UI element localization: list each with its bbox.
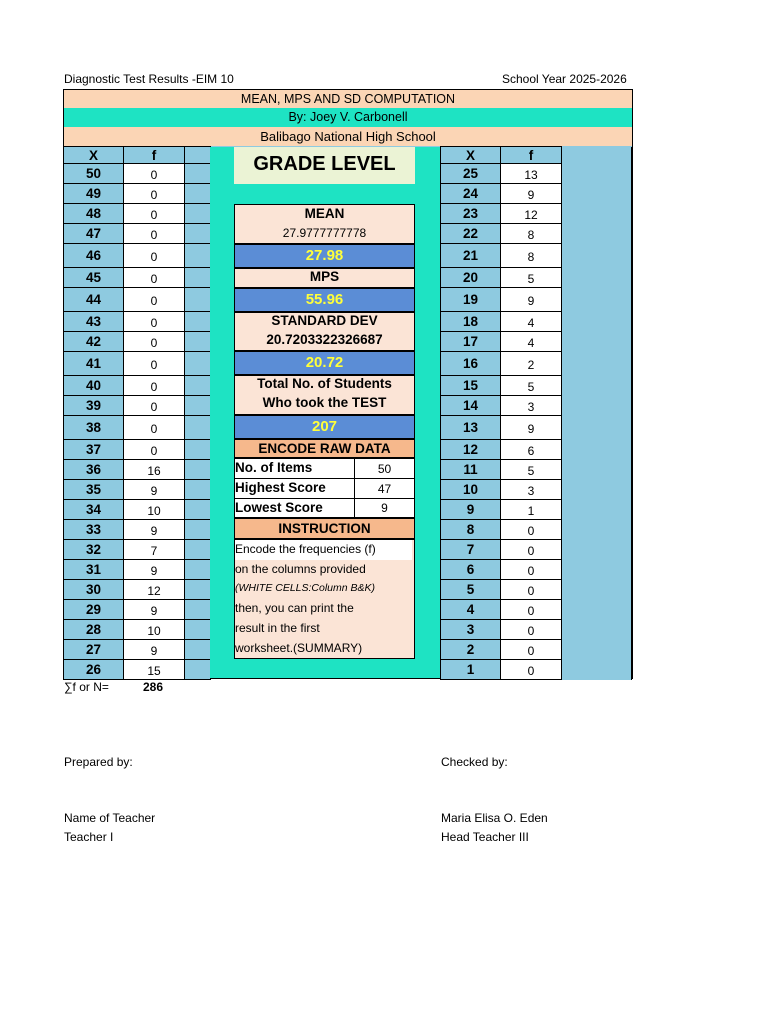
table-row	[64, 244, 211, 268]
score-cell: 9	[441, 500, 501, 520]
table-row	[64, 500, 211, 520]
score-cell: 45	[64, 268, 124, 288]
instruction-line-5: result in the first	[235, 620, 320, 635]
f-header: f	[501, 147, 562, 164]
score-cell: 46	[64, 244, 124, 268]
table-row	[64, 416, 211, 440]
students-value: 207	[234, 415, 415, 439]
table-row	[64, 376, 211, 396]
score-cell: 14	[441, 396, 501, 416]
lowest-score-input[interactable]: 9	[381, 501, 388, 515]
table-row	[441, 376, 632, 396]
frequency-cell[interactable]: 0	[124, 184, 185, 204]
frequency-cell[interactable]: 5	[501, 460, 562, 480]
frequency-cell[interactable]: 9	[501, 288, 562, 312]
score-cell: 42	[64, 332, 124, 352]
table-row	[64, 184, 211, 204]
frequency-cell[interactable]: 0	[501, 580, 562, 600]
mps-value: 55.96	[234, 288, 415, 312]
table-row	[64, 640, 211, 660]
mean-value: 27.98	[234, 244, 415, 268]
frequency-cell[interactable]: 0	[501, 600, 562, 620]
frequency-cell[interactable]: 9	[124, 520, 185, 540]
instruction-line-3: (WHITE CELLS:Column B&K)	[235, 582, 376, 595]
score-cell: 15	[441, 376, 501, 396]
school-year: School Year 2025-2026	[502, 72, 627, 86]
sd-value: 20.72	[234, 351, 415, 375]
table-row	[64, 312, 211, 332]
grade-level-title: GRADE LEVEL	[234, 147, 415, 184]
table-row	[441, 660, 632, 680]
table-row	[441, 580, 632, 600]
x-header: X	[441, 147, 501, 164]
score-cell: 30	[64, 580, 124, 600]
score-cell: 43	[64, 312, 124, 332]
frequency-cell[interactable]: 2	[501, 352, 562, 376]
students-label-2: Who took the TEST	[262, 395, 387, 410]
table-row	[64, 204, 211, 224]
score-cell: 40	[64, 376, 124, 396]
score-cell: 47	[64, 224, 124, 244]
frequency-cell[interactable]: 0	[124, 268, 185, 288]
frequency-cell[interactable]: 0	[124, 332, 185, 352]
table-row	[441, 288, 632, 312]
table-row	[64, 224, 211, 244]
table-row	[441, 540, 632, 560]
table-row	[441, 440, 632, 460]
frequency-cell[interactable]: 0	[124, 440, 185, 460]
frequency-cell[interactable]: 3	[501, 396, 562, 416]
table-row	[441, 600, 632, 620]
highest-score-label: Highest Score	[235, 479, 355, 499]
encode-raw-data-label: ENCODE RAW DATA	[234, 439, 415, 458]
table-row	[441, 416, 632, 440]
mean-raw-value: 27.9777777778	[282, 226, 367, 240]
score-cell: 12	[441, 440, 501, 460]
score-cell: 2	[441, 640, 501, 660]
score-cell: 19	[441, 288, 501, 312]
table-row	[64, 660, 211, 680]
score-cell: 23	[441, 204, 501, 224]
frequency-cell[interactable]: 0	[501, 640, 562, 660]
score-cell: 44	[64, 288, 124, 312]
frequency-cell[interactable]: 9	[124, 480, 185, 500]
frequency-cell[interactable]: 0	[124, 396, 185, 416]
instruction-line-1: Encode the frequencies (f)	[235, 540, 412, 560]
table-row	[441, 480, 632, 500]
sum-value: 286	[143, 680, 164, 694]
instruction-line-4: then, you can print the	[235, 601, 354, 616]
document-title: Diagnostic Test Results -EIM 10	[64, 72, 234, 86]
items-label: No. of Items	[235, 459, 355, 479]
instruction-line-6: worksheet.(SUMMARY)	[235, 640, 363, 655]
table-row	[64, 580, 211, 600]
score-cell: 50	[64, 164, 124, 184]
table-row	[64, 268, 211, 288]
table-row	[441, 352, 632, 376]
frequency-cell[interactable]: 12	[124, 580, 185, 600]
score-cell: 35	[64, 480, 124, 500]
sd-box	[234, 312, 415, 351]
teacher-name: Name of Teacher	[64, 811, 156, 825]
table-row	[441, 460, 632, 480]
score-cell: 4	[441, 600, 501, 620]
score-cell: 41	[64, 352, 124, 376]
frequency-cell[interactable]: 6	[501, 440, 562, 460]
frequency-cell[interactable]: 4	[501, 312, 562, 332]
lowest-score-label: Lowest Score	[235, 499, 355, 517]
head-teacher-title: Head Teacher III	[441, 830, 529, 844]
score-cell: 49	[64, 184, 124, 204]
score-cell: 5	[441, 580, 501, 600]
score-cell: 13	[441, 416, 501, 440]
score-cell: 25	[441, 164, 501, 184]
head-teacher-name: Maria Elisa O. Eden	[441, 811, 548, 825]
frequency-cell[interactable]: 0	[501, 560, 562, 580]
score-cell: 31	[64, 560, 124, 580]
frequency-cell[interactable]: 10	[124, 500, 185, 520]
table-row	[441, 244, 632, 268]
table-row	[64, 440, 211, 460]
frequency-cell[interactable]: 1	[501, 500, 562, 520]
prepared-by-label: Prepared by:	[64, 755, 133, 769]
sd-label: STANDARD DEV	[271, 313, 378, 328]
frequency-cell[interactable]: 0	[124, 288, 185, 312]
instruction-box	[234, 539, 415, 659]
teacher-title: Teacher I	[64, 830, 114, 844]
frequency-cell[interactable]: 9	[501, 416, 562, 440]
table-row	[64, 396, 211, 416]
f-header: f	[124, 147, 185, 164]
frequency-cell[interactable]: 12	[501, 204, 562, 224]
students-box	[234, 375, 415, 415]
score-cell: 11	[441, 460, 501, 480]
frequency-cell[interactable]: 0	[501, 660, 562, 680]
frequency-cell[interactable]: 0	[124, 376, 185, 396]
mps-label: MPS	[234, 268, 415, 288]
score-cell: 48	[64, 204, 124, 224]
table-row	[441, 332, 632, 352]
table-row	[441, 640, 632, 660]
score-cell: 24	[441, 184, 501, 204]
table-row	[64, 164, 211, 184]
frequency-cell[interactable]: 0	[501, 540, 562, 560]
frequency-cell[interactable]: 0	[124, 204, 185, 224]
score-cell: 22	[441, 224, 501, 244]
score-cell: 10	[441, 480, 501, 500]
table-row	[64, 600, 211, 620]
students-label-1: Total No. of Students	[257, 376, 392, 391]
frequency-cell[interactable]: 0	[124, 352, 185, 376]
score-cell: 38	[64, 416, 124, 440]
score-cell: 21	[441, 244, 501, 268]
frequency-cell[interactable]: 8	[501, 224, 562, 244]
score-cell: 32	[64, 540, 124, 560]
table-row	[441, 520, 632, 540]
table-row	[441, 164, 632, 184]
frequency-cell[interactable]: 9	[124, 560, 185, 580]
frequency-cell[interactable]: 0	[501, 620, 562, 640]
author-band: By: Joey V. Carbonell	[63, 108, 633, 127]
score-cell: 37	[64, 440, 124, 460]
table-row	[441, 312, 632, 332]
score-cell: 18	[441, 312, 501, 332]
raw-data-grid	[234, 458, 415, 518]
mean-box	[234, 204, 415, 244]
x-header: X	[64, 147, 124, 164]
frequency-cell[interactable]: 0	[124, 164, 185, 184]
score-cell: 33	[64, 520, 124, 540]
frequency-cell[interactable]: 4	[501, 332, 562, 352]
frequency-cell[interactable]: 0	[501, 520, 562, 540]
table-row	[441, 396, 632, 416]
table-row	[64, 460, 211, 480]
table-row	[64, 332, 211, 352]
frequency-cell[interactable]: 0	[124, 312, 185, 332]
frequency-cell[interactable]: 7	[124, 540, 185, 560]
table-row	[441, 620, 632, 640]
score-cell: 20	[441, 268, 501, 288]
score-cell: 34	[64, 500, 124, 520]
frequency-cell[interactable]: 3	[501, 480, 562, 500]
sd-raw-value: 20.7203322326687	[266, 332, 383, 347]
frequency-cell[interactable]: 8	[501, 244, 562, 268]
frequency-cell[interactable]: 15	[124, 660, 185, 680]
table-row	[441, 184, 632, 204]
table-row	[441, 224, 632, 244]
score-cell: 3	[441, 620, 501, 640]
frequency-cell[interactable]: 9	[124, 640, 185, 660]
score-cell: 29	[64, 600, 124, 620]
items-input[interactable]: 50	[355, 459, 414, 479]
score-cell: 39	[64, 396, 124, 416]
score-cell: 36	[64, 460, 124, 480]
frequency-cell[interactable]: 16	[124, 460, 185, 480]
instruction-label: INSTRUCTION	[234, 518, 415, 539]
table-row	[441, 500, 632, 520]
table-row	[64, 560, 211, 580]
frequency-cell[interactable]: 0	[124, 244, 185, 268]
score-cell: 8	[441, 520, 501, 540]
right-frequency-table	[440, 146, 632, 680]
frequency-cell[interactable]: 0	[124, 416, 185, 440]
frequency-cell[interactable]: 9	[501, 184, 562, 204]
score-cell: 27	[64, 640, 124, 660]
table-row	[64, 480, 211, 500]
table-row	[441, 560, 632, 580]
score-cell: 6	[441, 560, 501, 580]
school-band: Balibago National High School	[63, 127, 633, 146]
table-row	[441, 268, 632, 288]
left-frequency-table	[63, 146, 211, 680]
score-cell: 16	[441, 352, 501, 376]
table-row	[64, 540, 211, 560]
score-cell: 28	[64, 620, 124, 640]
frequency-cell[interactable]: 5	[501, 268, 562, 288]
highest-score-input[interactable]: 47	[355, 479, 414, 499]
score-cell: 7	[441, 540, 501, 560]
instruction-line-2: on the columns provided	[235, 561, 366, 576]
frequency-cell[interactable]: 10	[124, 620, 185, 640]
table-row	[441, 204, 632, 224]
score-cell: 17	[441, 332, 501, 352]
checked-by-label: Checked by:	[441, 755, 508, 769]
score-cell: 1	[441, 660, 501, 680]
frequency-cell[interactable]: 5	[501, 376, 562, 396]
title-band: MEAN, MPS AND SD COMPUTATION	[63, 89, 633, 109]
sum-label: ∑f or N=	[64, 680, 109, 694]
frequency-cell[interactable]: 0	[124, 224, 185, 244]
table-row	[64, 352, 211, 376]
score-cell: 26	[64, 660, 124, 680]
mean-label: MEAN	[304, 206, 345, 221]
table-row	[64, 620, 211, 640]
table-row	[64, 288, 211, 312]
frequency-cell[interactable]: 9	[124, 600, 185, 620]
table-row	[64, 520, 211, 540]
frequency-cell[interactable]: 13	[501, 164, 562, 184]
